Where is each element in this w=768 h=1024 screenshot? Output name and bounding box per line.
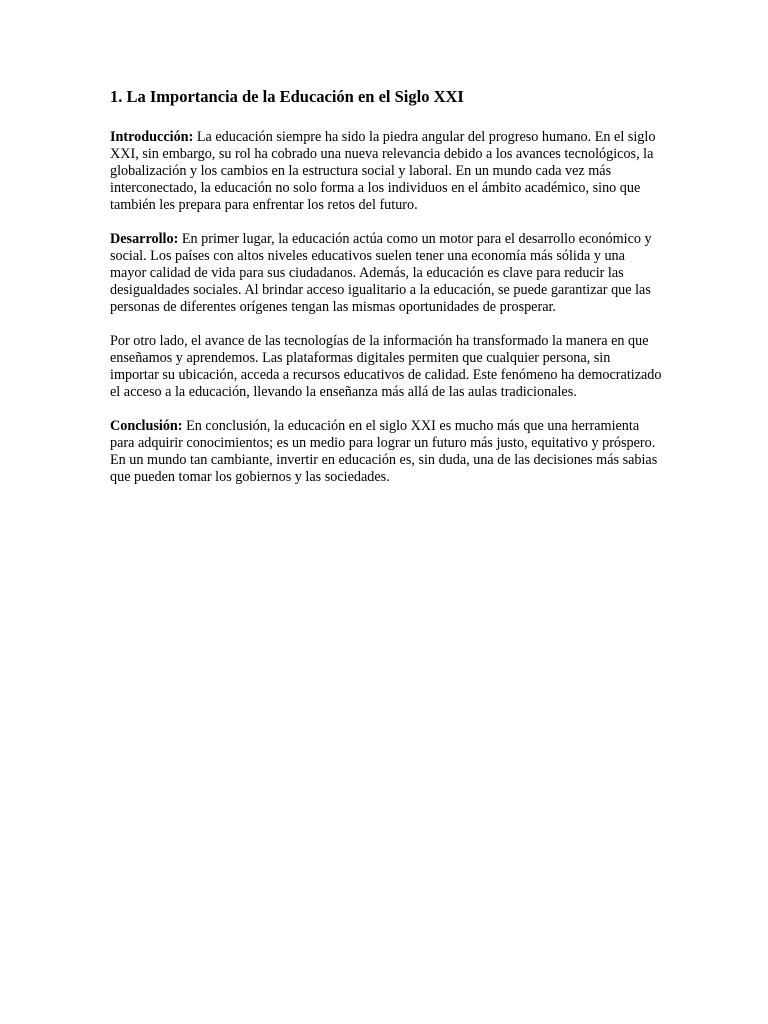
paragraph-text: En primer lugar, la educación actúa como un motor para el desarrollo económico y social. Los países con altos niveles educativos suelen tener una economía más sólida y una mayor calidad de vida para sus ciudadanos. Además, la educación es clave para reducir las desigualdades sociales. Al brindar acceso igualitario a la educación, se puede garantizar que las personas de diferentes orígenes tengan las mismas oportunidades de prosperar. <box>110 231 652 315</box>
paragraph-text: Por otro lado, el avance de las tecnologías de la información ha transformado la manera en que enseñamos y aprendemos. Las plataformas digitales permiten que cualquier persona, sin importar su ubicación, acceda a recursos educativos de calidad. Este fenómeno ha democratizado el acceso a la educación, llevando la enseñanza más allá de las aulas tradicionales. <box>110 333 662 400</box>
paragraph-tecnologias <box>110 333 662 401</box>
document-title: 1. La Importancia de la Educación en el Siglo XXI <box>110 87 464 106</box>
paragraph-lead: Introducción: <box>110 129 194 145</box>
paragraph-lead: Conclusión: <box>110 418 183 434</box>
paragraph-lead: Desarrollo: <box>110 231 179 247</box>
paragraph-introduccion <box>110 129 662 214</box>
document-page <box>110 87 662 503</box>
paragraph-desarrollo <box>110 231 662 316</box>
paragraph-text: En conclusión, la educación en el siglo XXI es mucho más que una herramienta para adquirir conocimientos; es un medio para lograr un futuro más justo, equitativo y próspero. En un mundo tan cambiante, invertir en educación es, sin duda, una de las decisiones más sabias que pueden tomar los gobiernos y las sociedades. <box>110 418 658 485</box>
paragraph-conclusion <box>110 418 662 486</box>
paragraph-text: La educación siempre ha sido la piedra angular del progreso humano. En el siglo XXI, sin embargo, su rol ha cobrado una nueva relevancia debido a los avances tecnológicos, la globalización y los cambios en la estructura social y laboral. En un mundo cada vez más interconectado, la educación no solo forma a los individuos en el ámbito académico, sino que también les prepara para enfrentar los retos del futuro. <box>110 129 656 213</box>
